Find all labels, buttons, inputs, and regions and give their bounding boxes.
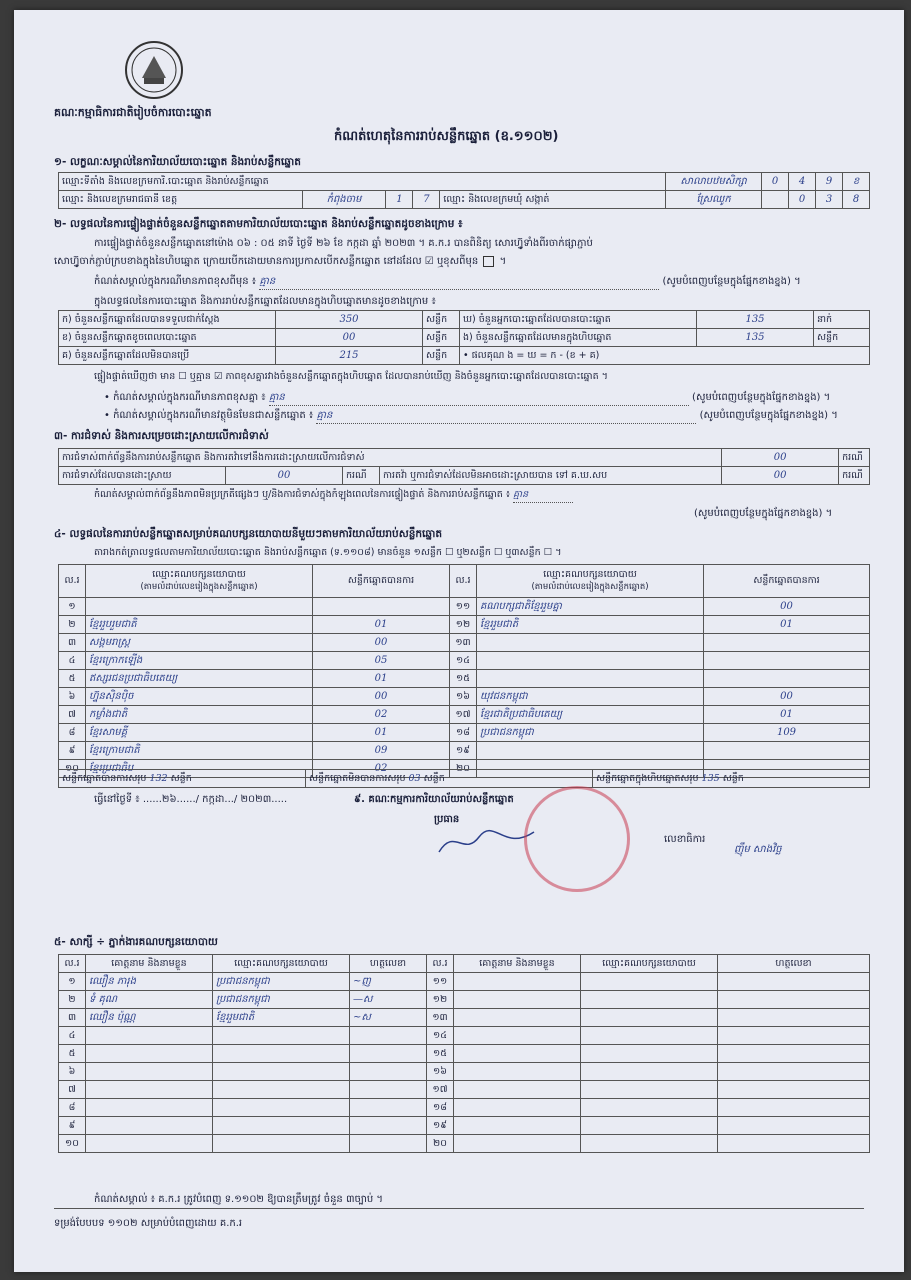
- col-name: គោត្តនាម និងនាមខ្លួន: [86, 955, 213, 973]
- form-title: កំណត់ហេតុនៃការរាប់សន្លឹកឆ្នោត (ឧ.១១០២): [334, 129, 559, 144]
- witness-no: ១: [59, 973, 86, 991]
- witness-party: [213, 1045, 350, 1063]
- count-value: 215: [276, 347, 423, 365]
- witness-row: [59, 1027, 870, 1045]
- resolved-value: 00: [226, 467, 343, 485]
- province-code-digit: 7: [413, 191, 440, 209]
- party-name: ខ្មែររួបរួមជាតិ: [86, 616, 313, 634]
- witness-table: [58, 954, 870, 1153]
- witness-sign: ~ស: [350, 1009, 427, 1027]
- bullet1-value: គ្មាន: [269, 390, 689, 406]
- ballot-count-form: [14, 10, 904, 1272]
- col-sign: ហត្ថលេខា: [350, 955, 427, 973]
- witness-name: ឈឿន ភារុង: [86, 973, 213, 991]
- witness-no: ១៣: [427, 1009, 454, 1027]
- location-table: [58, 172, 870, 209]
- witness-party: ប្រជាជនកម្ពុជា: [213, 991, 350, 1009]
- results-row: [59, 616, 870, 634]
- witness-row: [59, 1081, 870, 1099]
- party-no: ៦: [59, 688, 86, 706]
- party-name: ខ្មែរក្រោមជាតិ: [86, 742, 313, 760]
- witness-name: [454, 1045, 581, 1063]
- col-no: ល.រ: [427, 955, 454, 973]
- witness-party: [213, 1117, 350, 1135]
- objection-value: 00: [722, 449, 839, 467]
- witness-name: [454, 1009, 581, 1027]
- party-votes: 01: [704, 616, 870, 634]
- party-votes: 09: [313, 742, 450, 760]
- party-no: ១០: [59, 760, 86, 778]
- count-value: 135: [697, 311, 814, 329]
- col-party-title: ឈ្មោះគណបក្សនយោបាយ: [152, 569, 246, 580]
- witness-name: [454, 1081, 581, 1099]
- resolved-unit: ករណី: [343, 467, 380, 485]
- commune-code-digit: 0: [789, 191, 816, 209]
- total-box-label: សន្លឹកឆ្នោតក្នុងហិបឆ្នោតសរុប: [596, 772, 699, 784]
- footnote: កំណត់សម្គាល់ ៖ គ.ក.រ ត្រូវបំពេញ ទ.១១០២ ឱ្យបានត្រឹមត្រូវ ចំនួន ៣ច្បាប់ ។: [94, 1194, 383, 1205]
- emblem-logo: [124, 40, 184, 100]
- witness-sign: [718, 991, 870, 1009]
- witness-party: ប្រជាជនកម្ពុជា: [213, 973, 350, 991]
- party-no: ២០: [450, 760, 477, 778]
- party-votes: 01: [313, 670, 450, 688]
- witness-sign: [718, 1135, 870, 1153]
- witness-no: ១៨: [427, 1099, 454, 1117]
- location-label: ឈ្មោះទីតាំង និងលេខក្រមការិ.បោះឆ្នោត និងរាប់សន្លឹកឆ្នោត: [59, 173, 666, 191]
- party-votes: [704, 742, 870, 760]
- party-no: ១៩: [450, 742, 477, 760]
- count-label: ខ) ចំនួនសន្លឹកឆ្នោតខូចពេលបោះឆ្នោត: [59, 329, 276, 347]
- party-name: [477, 652, 704, 670]
- witness-no: ១៦: [427, 1063, 454, 1081]
- witness-party: [213, 1063, 350, 1081]
- party-no: ២: [59, 616, 86, 634]
- total-box-value: 135: [701, 772, 720, 784]
- witness-party: [581, 1045, 718, 1063]
- witness-no: ១០: [59, 1135, 86, 1153]
- commune-label: ឈ្មោះ និងលេខក្រមឃុំ សង្កាត់: [440, 191, 666, 209]
- section4-heading: ៤- លទ្ធផលនៃការរាប់សន្លឹកឆ្នោតសម្រាប់គណបក្សនយោបាយនីមួយៗតាមការិយាល័យរាប់សន្លឹកឆ្នោត: [54, 528, 443, 540]
- date-line: ធ្វើនៅថ្ងៃទី ៖ ......២៦....../ កក្កដា.../ ២០២៣.....: [94, 794, 288, 805]
- col-no: ល.រ: [59, 565, 86, 598]
- witness-sign: [350, 1045, 427, 1063]
- witness-sign: [718, 1117, 870, 1135]
- count-unit: សន្លឹក: [423, 311, 460, 329]
- bullet1-label: • កំណត់សម្គាល់ក្នុងករណីមានភាពខុសគ្នា ៖: [104, 392, 266, 403]
- witness-sign: [718, 1099, 870, 1117]
- witness-sign: [718, 1063, 870, 1081]
- count-value: 350: [276, 311, 423, 329]
- party-votes: [313, 598, 450, 616]
- witness-no: ៣: [59, 1009, 86, 1027]
- witness-sign: [350, 1117, 427, 1135]
- witness-party: [581, 1117, 718, 1135]
- col-party-sub: (តាមលំដាប់លេខរៀងក្នុងសន្លឹកឆ្នោត): [140, 582, 258, 592]
- bullet2-value: គ្មាន: [316, 408, 696, 424]
- witness-row: [59, 991, 870, 1009]
- note-value: គ្មាន: [259, 274, 659, 290]
- party-name: [477, 634, 704, 652]
- party-no: ៣: [59, 634, 86, 652]
- witness-name: [454, 1117, 581, 1135]
- witness-party: [213, 1081, 350, 1099]
- count-unit: សន្លឹក: [423, 347, 460, 365]
- results-row: [59, 652, 870, 670]
- section2-note: [94, 274, 801, 290]
- party-votes: 01: [313, 616, 450, 634]
- witness-party: [213, 1099, 350, 1117]
- witness-sign: [718, 1081, 870, 1099]
- witness-party: [581, 1063, 718, 1081]
- witness-name: [86, 1027, 213, 1045]
- col-name: គោត្តនាម និងនាមខ្លួន: [454, 955, 581, 973]
- bullet2-label: • កំណត់សម្គាល់ក្នុងករណីមានវត្ថុមិនមែនជាសន្លឹកឆ្នោត ៖: [104, 410, 314, 421]
- witness-sign: [718, 1027, 870, 1045]
- results-row: [59, 598, 870, 616]
- party-votes: 01: [704, 706, 870, 724]
- objection-unit: ករណី: [839, 449, 870, 467]
- witness-party: [213, 1027, 350, 1045]
- col-votes: សន្លឹកឆ្នោតបានការ: [704, 565, 870, 598]
- party-votes: 00: [704, 598, 870, 616]
- commune-code-digit: 3: [816, 191, 843, 209]
- note-hint: (សូមបំពេញបន្ថែមក្នុងផ្នែកខាងខ្នង) ។: [662, 276, 801, 287]
- party-name: ខ្មែរប្រជាធិប: [86, 760, 313, 778]
- witness-name: ឈឿន ប៉ុណ្ណ: [86, 1009, 213, 1027]
- party-name: ខ្មែរជាតិប្រជាធិបតេយ្យ: [477, 706, 704, 724]
- party-no: ១៤: [450, 652, 477, 670]
- bullet1-hint: (សូមបំពេញបន្ថែមក្នុងផ្នែកខាងខ្នង) ។: [692, 392, 831, 403]
- count-unit: សន្លឹក: [814, 329, 870, 347]
- count-value: 135: [697, 329, 814, 347]
- section2-sub: ក្នុងលទ្ធផលនៃការបោះឆ្នោត និងការរាប់សន្លឹកឆ្នោតដែលមានក្នុងហិបឆ្នោតមានដូចខាងក្រោម ៖: [94, 296, 436, 307]
- witness-sign: [350, 1027, 427, 1045]
- location-code-digit: ខ: [843, 173, 870, 191]
- total-invalid-value: 03: [408, 772, 421, 784]
- witness-party: [213, 1135, 350, 1153]
- total-valid-label: សន្លឹកឆ្នោតបានការសរុប: [62, 772, 147, 784]
- witness-sign: [718, 973, 870, 991]
- total-box-unit: សន្លឹក: [722, 772, 744, 784]
- witness-row: [59, 1099, 870, 1117]
- col-votes: សន្លឹកឆ្នោតបានការ: [313, 565, 450, 598]
- form-footer: ទម្រង់បែបបទ ១១០២ សម្រាប់បំពេញដោយ គ.ក.រ: [54, 1218, 243, 1229]
- count-label: គ) ចំនួនសន្លឹកឆ្នោតដែលមិនបានប្រើ: [59, 347, 276, 365]
- witness-sign: [350, 1135, 427, 1153]
- objection-table: [58, 448, 870, 485]
- party-no: ៧: [59, 706, 86, 724]
- official-stamp: [524, 786, 630, 892]
- total-valid-value: 132: [149, 772, 168, 784]
- party-votes: [704, 634, 870, 652]
- party-name: ខ្មែររួមជាតិ: [477, 616, 704, 634]
- col-no: ល.រ: [450, 565, 477, 598]
- witness-party: [581, 1099, 718, 1117]
- chair-label: ប្រធាន: [434, 814, 460, 825]
- party-no: ១៦: [450, 688, 477, 706]
- party-name: កម្លាំងជាតិ: [86, 706, 313, 724]
- same-checkbox[interactable]: ☑: [424, 256, 434, 267]
- results-row: [59, 670, 870, 688]
- party-votes: 05: [313, 652, 450, 670]
- col-party: [477, 565, 704, 598]
- party-no: ៥: [59, 670, 86, 688]
- witness-no: ២០: [427, 1135, 454, 1153]
- secretary-name: ញ៉ឹម សាងវិច្ឆ: [734, 844, 782, 855]
- witness-no: ១២: [427, 991, 454, 1009]
- witness-name: [86, 1063, 213, 1081]
- party-no: ៩: [59, 742, 86, 760]
- witness-name: [86, 1135, 213, 1153]
- count-label: ង) ចំនួនសន្លឹកឆ្នោតដែលមានក្នុងហិបឆ្នោត: [460, 329, 697, 347]
- count-unit: សន្លឹក: [423, 329, 460, 347]
- party-no: ១២: [450, 616, 477, 634]
- results-row: [59, 742, 870, 760]
- party-no: ១៣: [450, 634, 477, 652]
- witness-row: [59, 1117, 870, 1135]
- party-no: ៨: [59, 724, 86, 742]
- count-value: 00: [276, 329, 423, 347]
- party-name: ហ្វ៊ុនស៊ិនប៉ិច: [86, 688, 313, 706]
- witness-sign: [718, 1045, 870, 1063]
- witness-sign: —ស: [350, 991, 427, 1009]
- witness-no: ១៩: [427, 1117, 454, 1135]
- section3-note-label: កំណត់សម្គាល់ពាក់ព័ន្ធនឹងភាពមិនប្រក្រតីផ្សេងៗ ឬ/និងការជំទាស់ក្នុងកំឡុងពេលនៃការផ្ទៀងផ្ទាត់ និងការរាប់សន្លឹកឆ្នោត ៖: [94, 489, 511, 500]
- party-name: ខ្មែរសាមគ្គី: [86, 724, 313, 742]
- different-label: ឬខុសពីមុន: [436, 256, 479, 267]
- totals-table: [58, 769, 870, 788]
- results-row: [59, 724, 870, 742]
- section3-hint: (សូមបំពេញបន្ថែមក្នុងផ្នែកខាងខ្នង) ។: [694, 508, 833, 519]
- party-name: ប្រជាជនកម្ពុជា: [477, 724, 704, 742]
- witness-sign: ~ញ: [350, 973, 427, 991]
- unresolved-unit: ករណី: [839, 467, 870, 485]
- witness-row: [59, 1009, 870, 1027]
- results-row: [59, 634, 870, 652]
- col-party: [86, 565, 313, 598]
- witness-name: [454, 1063, 581, 1081]
- witness-no: ៩: [59, 1117, 86, 1135]
- total-valid: [59, 770, 306, 788]
- bullet2: [104, 408, 838, 424]
- witness-name: [86, 1099, 213, 1117]
- party-name: គណបក្សជាតិខ្មែររួមគ្នា: [477, 598, 704, 616]
- witness-name: ទំ គុណ: [86, 991, 213, 1009]
- witness-name: [454, 1135, 581, 1153]
- witness-no: ១៧: [427, 1081, 454, 1099]
- secretary-label: លេខាធិការ: [664, 834, 706, 845]
- location-code-digit: 4: [789, 173, 816, 191]
- witness-name: [454, 1099, 581, 1117]
- note-label: កំណត់សម្គាល់ក្នុងករណីមានភាពខុសពីមុន ៖: [94, 276, 257, 287]
- total-invalid: [306, 770, 593, 788]
- witness-row: [59, 1135, 870, 1153]
- province-value: កំពុងចាម: [302, 191, 386, 209]
- section4-sub: តារាងកត់ត្រាលទ្ធផលតាមការិយាល័យបោះឆ្នោត និងរាប់សន្លឹកឆ្នោត (ទ.១១០៨) មានចំនួន ១សន្លឹក ☐ ឬ២សន្លឹក ☐ ឬ៣សន្លឹក ☐ ។: [94, 547, 562, 558]
- province-label: ឈ្មោះ និងលេខក្រមរាជធានី ខេត្ត: [59, 191, 303, 209]
- bullet1: [104, 390, 830, 406]
- witness-no: ១៤: [427, 1027, 454, 1045]
- section1-heading: ១- លក្ខណៈសម្គាល់នៃការិយាល័យបោះឆ្នោត និងរាប់សន្លឹកឆ្នោត: [54, 156, 301, 168]
- party-votes: 00: [313, 688, 450, 706]
- witness-sign: [350, 1099, 427, 1117]
- witness-name: [86, 1081, 213, 1099]
- party-votes: 00: [313, 634, 450, 652]
- section5-heading: ៥- សាក្សី ÷ ភ្នាក់ងារគណបក្សនយោបាយ: [54, 936, 218, 948]
- party-votes: [704, 670, 870, 688]
- party-name: ឥស្សរជនប្រជាធិបតេយ្យ: [86, 670, 313, 688]
- witness-party: [581, 1135, 718, 1153]
- section3-note-value: គ្មាន: [513, 488, 573, 503]
- witness-no: ៧: [59, 1081, 86, 1099]
- section2-para2-text: សោហ្វ៊ូចាក់ភ្ជាប់ក្របខាងក្នុងនៃហិបឆ្នោត ក្រោយបើកដោយមានការប្រកាសបើកសន្លឹកឆ្នោត នៅដដែល: [54, 256, 422, 267]
- party-votes: 02: [313, 760, 450, 778]
- commune-code-digit: 8: [843, 191, 870, 209]
- blank-cell: [762, 191, 789, 209]
- party-name: [86, 598, 313, 616]
- formula: • ផលគុណ ង = ឃ = ក - (ខ + គ): [460, 347, 870, 365]
- committee-label: ៩. គណៈកម្មការការិយាល័យរាប់សន្លឹកឆ្នោត: [354, 794, 514, 805]
- witness-no: ៥: [59, 1045, 86, 1063]
- count-table: [58, 310, 870, 365]
- resolved-label: ការជំទាស់ដែលបានដោះស្រាយ: [59, 467, 226, 485]
- footer-divider: [54, 1208, 864, 1209]
- witness-party: [581, 1009, 718, 1027]
- party-votes: 00: [704, 688, 870, 706]
- section3-heading: ៣- ការជំទាស់ និងការសម្រេចដោះស្រាយលើការជំទាស់: [54, 430, 269, 442]
- party-no: ១៧: [450, 706, 477, 724]
- witness-no: ៦: [59, 1063, 86, 1081]
- party-no: ១៥: [450, 670, 477, 688]
- location-code-digit: 0: [762, 173, 789, 191]
- check-line: ផ្ទៀងផ្ទាត់ឃើញថា មាន ☐ ឬគ្មាន ☑ ភាពខុសគ្នារវាងចំនួនសន្លឹកឆ្នោតក្នុងហិបឆ្នោត ដែលបានរាប់ឃើញ និងចំនួនអ្នកបោះឆ្នោតដែលបានបោះឆ្នោត ។: [94, 371, 608, 382]
- total-invalid-label: សន្លឹកឆ្នោតមិនបានការសរុប: [309, 772, 406, 784]
- witness-party: [581, 991, 718, 1009]
- witness-row: [59, 973, 870, 991]
- witness-name: [454, 991, 581, 1009]
- total-box: [593, 770, 870, 788]
- witness-name: [86, 1117, 213, 1135]
- section2-para1: ការផ្ទៀងផ្ទាត់ចំនួនសន្លឹកឆ្នោតនៅម៉ោង ០៦ : ០៥ នាទី ថ្ងៃទី ២៦ ខែ កក្កដា ឆ្នាំ ២០២៣ ។ គ.ក.រ បានពិនិត្យ សោរហ្វ៊ូទាំងពីរចាក់ផ្សាភ្ជាប់: [94, 238, 593, 249]
- col-party: ឈ្មោះគណបក្សនយោបាយ: [213, 955, 350, 973]
- col-party-title: ឈ្មោះគណបក្សនយោបាយ: [543, 569, 637, 580]
- witness-no: ៤: [59, 1027, 86, 1045]
- witness-name: [454, 1027, 581, 1045]
- witness-party: ខ្មែររួមជាតិ: [213, 1009, 350, 1027]
- party-votes: [704, 652, 870, 670]
- witness-sign: [350, 1081, 427, 1099]
- witness-no: ៨: [59, 1099, 86, 1117]
- results-table: [58, 564, 870, 778]
- section2-heading: ២- លទ្ធផលនៃការផ្ទៀងផ្ទាត់ចំនួនសន្លឹកឆ្នោតតាមការិយាល័យបោះឆ្នោត និងរាប់សន្លឹកឆ្នោតដូចខាងក្រោម ៖: [54, 218, 463, 230]
- count-label: ក) ចំនួនសន្លឹកឆ្នោតដែលបានទទួលជាក់ស្តែង: [59, 311, 276, 329]
- party-name: [477, 670, 704, 688]
- party-name: [477, 742, 704, 760]
- party-name: ខ្មែរក្រោកឡើង: [86, 652, 313, 670]
- witness-no: ២: [59, 991, 86, 1009]
- witness-sign: [350, 1063, 427, 1081]
- party-name: យុវជនកម្ពុជា: [477, 688, 704, 706]
- section2-para2: សោហ្វ៊ូចាក់ភ្ជាប់ក្របខាងក្នុងនៃហិបឆ្នោត ក្រោយបើកដោយមានការប្រកាសបើកសន្លឹកឆ្នោត នៅដដែល ☑ ឬខុសពីមុន ។: [54, 256, 507, 267]
- section3-note: [94, 488, 573, 503]
- unresolved-label: ការតវ៉ា ឬការជំទាស់ដែលមិនអាចដោះស្រាយបាន ទៅ គ.ឃ.សប: [380, 467, 722, 485]
- results-row: [59, 706, 870, 724]
- witness-row: [59, 1063, 870, 1081]
- witness-party: [581, 1027, 718, 1045]
- witness-row: [59, 1045, 870, 1063]
- party-name: សង្គមរាស្ត្រ: [86, 634, 313, 652]
- count-unit: នាក់: [814, 311, 870, 329]
- col-sign: ហត្ថលេខា: [718, 955, 870, 973]
- total-invalid-unit: សន្លឹក: [423, 772, 445, 784]
- col-no: ល.រ: [59, 955, 86, 973]
- witness-name: [86, 1045, 213, 1063]
- different-checkbox[interactable]: [483, 256, 494, 267]
- party-votes: 02: [313, 706, 450, 724]
- witness-party: [581, 1081, 718, 1099]
- witness-party: [581, 973, 718, 991]
- party-no: ១១: [450, 598, 477, 616]
- total-valid-unit: សន្លឹក: [170, 772, 192, 784]
- province-code-digit: 1: [386, 191, 413, 209]
- org-name: គណៈកម្មាធិការជាតិរៀបចំការបោះឆ្នោត: [54, 106, 212, 119]
- party-votes: 01: [313, 724, 450, 742]
- party-no: ៤: [59, 652, 86, 670]
- witness-no: ១១: [427, 973, 454, 991]
- commune-value: ស្រែឈូក: [666, 191, 762, 209]
- location-code-digit: 9: [816, 173, 843, 191]
- results-row: [59, 688, 870, 706]
- bullet2-hint: (សូមបំពេញបន្ថែមក្នុងផ្នែកខាងខ្នង) ។: [699, 410, 838, 421]
- party-no: ១៨: [450, 724, 477, 742]
- col-party: ឈ្មោះគណបក្សនយោបាយ: [581, 955, 718, 973]
- count-label: ឃ) ចំនួនអ្នកបោះឆ្នោតដែលបានបោះឆ្នោត: [460, 311, 697, 329]
- witness-sign: [718, 1009, 870, 1027]
- col-party-sub: (តាមលំដាប់លេខរៀងក្នុងសន្លឹកឆ្នោត): [531, 582, 649, 592]
- witness-no: ១៥: [427, 1045, 454, 1063]
- witness-name: [454, 973, 581, 991]
- party-votes: 109: [704, 724, 870, 742]
- location-value: សាលាបឋមសិក្សា: [666, 173, 762, 191]
- party-no: ១: [59, 598, 86, 616]
- objection-label: ការជំទាស់ពាក់ព័ន្ធនឹងការរាប់សន្លឹកឆ្នោត និងការតវ៉ាទៅនឹងការដោះស្រាយលើការជំទាស់: [59, 449, 722, 467]
- unresolved-value: 00: [722, 467, 839, 485]
